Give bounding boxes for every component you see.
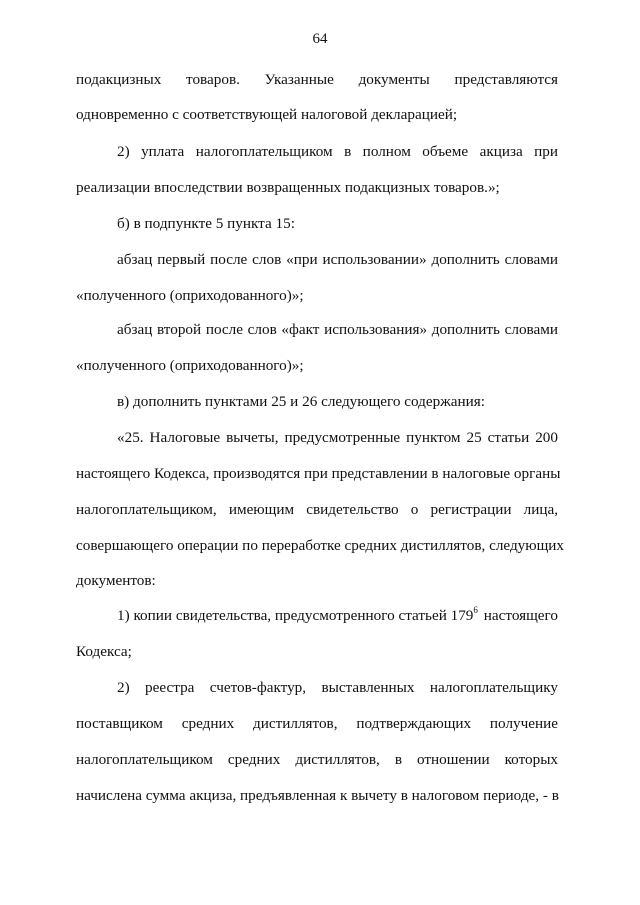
text-line: реализации впоследствии возвращенных подакцизных товаров.»; xyxy=(76,179,500,196)
text-line: одновременно с соответствующей налоговой декларацией; xyxy=(76,106,458,123)
text-line: налогоплательщиком средних дистиллятов, в отношении которых xyxy=(76,751,558,768)
text-line: совершающего операции по переработке средних дистиллятов, следующих xyxy=(76,537,565,554)
page-number: 64 xyxy=(312,31,328,47)
superscript: 6 xyxy=(473,604,478,615)
text-line: документов: xyxy=(76,572,156,589)
text-line: 2) реестра счетов-фактур, выставленных налогоплательщику xyxy=(117,679,558,696)
text-line-main: 1) копии свидетельства, предусмотренного статьей $179^6$ xyxy=(117,604,478,624)
text-line-tail: настоящего xyxy=(483,607,558,624)
text-line: 2) уплата налогоплательщиком в полном объеме акциза при xyxy=(117,143,558,160)
text-line: подакцизных товаров. Указанные документы представляются xyxy=(76,71,558,88)
text-line: в) дополнить пунктами 25 и 26 следующего содержания: xyxy=(117,393,485,410)
text-line: «полученного (оприходованного)»; xyxy=(76,357,304,374)
text-line: абзац второй после слов «факт использования» дополнить словами xyxy=(117,321,558,338)
text-line: настоящего Кодекса, производятся при представлении в налоговые органы xyxy=(76,465,561,482)
text-line: Кодекса; xyxy=(76,643,132,660)
text-line: налогоплательщиком, имеющим свидетельство о регистрации лица, xyxy=(76,501,558,518)
text-line: б) в подпункте 5 пункта 15: xyxy=(117,215,295,232)
text-line: поставщиком средних дистиллятов, подтверждающих получение xyxy=(76,715,558,732)
text-line: «25. Налоговые вычеты, предусмотренные пунктом 25 статьи 200 xyxy=(117,429,558,446)
text-line-with-superscript xyxy=(117,606,558,626)
text-line: «полученного (оприходованного)»; xyxy=(76,287,304,304)
text-line: начислена сумма акциза, предъявленная к вычету в налоговом периоде, - в xyxy=(76,787,559,804)
text-line: абзац первый после слов «при использовании» дополнить словами xyxy=(117,251,558,268)
